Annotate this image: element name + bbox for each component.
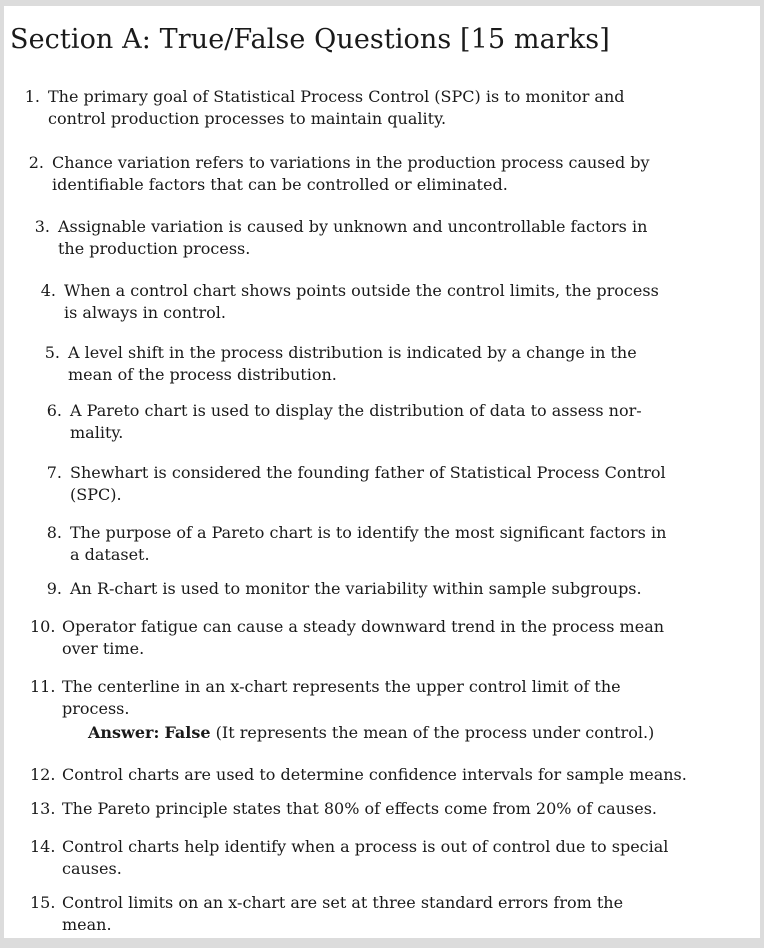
question-text	[64, 280, 659, 324]
section-heading: Section A: True/False Questions [15 marks]	[10, 24, 610, 55]
question-text-line: mean of the process distribution.	[68, 365, 337, 384]
question-number: 14.	[30, 837, 56, 856]
document-page	[4, 6, 760, 938]
question-text	[58, 216, 647, 260]
question-text-line: Control charts help identify when a process is out of control due to special	[62, 837, 669, 856]
question-text-line: a dataset.	[70, 545, 150, 564]
question-text-line: over time.	[62, 639, 145, 658]
question-number: 5.	[44, 343, 60, 362]
question-text-line: is always in control.	[64, 303, 226, 322]
question-text-line: Control charts are used to determine confidence intervals for sample means.	[62, 765, 687, 784]
question-text	[48, 86, 625, 130]
question-number: 4.	[40, 281, 56, 300]
question-text-line: Shewhart is considered the founding father of Statistical Process Control	[70, 463, 666, 482]
question-text-line: The centerline in an x-chart represents the upper control limit of the	[62, 677, 621, 696]
question-text	[70, 522, 666, 566]
question-text-line: identifiable factors that can be controlled or eliminated.	[52, 175, 508, 194]
question-number: 15.	[30, 893, 56, 912]
question-number: 12.	[30, 765, 56, 784]
answer-label: Answer:	[88, 723, 160, 742]
question-text	[62, 836, 668, 880]
question-text-line: Operator fatigue can cause a steady downward trend in the process mean	[62, 617, 665, 636]
question-text	[62, 764, 687, 786]
question-text-line: The primary goal of Statistical Process Control (SPC) is to monitor and	[48, 87, 625, 106]
question-text-line: mean.	[62, 915, 112, 934]
question-number: 9.	[46, 579, 62, 598]
question-text-line: When a control chart shows points outside the control limits, the process	[64, 281, 659, 300]
question-text-line: (SPC).	[70, 485, 122, 504]
question-text-line: control production processes to maintain quality.	[48, 109, 447, 128]
answer-value: False	[164, 723, 211, 742]
question-number: 11.	[30, 677, 56, 696]
question-text	[52, 152, 650, 196]
answer-explanation: (It represents the mean of the process under control.)	[215, 723, 655, 742]
question-number: 2.	[28, 153, 44, 172]
question-text	[68, 342, 637, 386]
question-text-line: the production process.	[58, 239, 251, 258]
question-text-line: Control limits on an x-chart are set at three standard errors from the	[62, 893, 624, 912]
question-text-line: The purpose of a Pareto chart is to identify the most significant factors in	[70, 523, 667, 542]
question-text	[70, 578, 642, 600]
question-number: 7.	[46, 463, 62, 482]
question-text	[70, 462, 666, 506]
question-text-line: A level shift in the process distribution is indicated by a change in the	[68, 343, 637, 362]
question-number: 6.	[46, 401, 62, 420]
question-number: 10.	[30, 617, 56, 636]
question-text-line: A Pareto chart is used to display the distribution of data to assess nor-	[70, 401, 642, 420]
question-number: 13.	[30, 799, 56, 818]
question-text-line: process.	[62, 699, 130, 718]
question-text	[62, 676, 621, 720]
question-text-line: Chance variation refers to variations in the production process caused by	[52, 153, 650, 172]
question-number: 1.	[24, 87, 40, 106]
answer-line	[88, 722, 654, 744]
question-text	[62, 616, 664, 660]
question-text	[62, 798, 657, 820]
question-text-line: The Pareto principle states that 80% of effects come from 20% of causes.	[62, 799, 657, 818]
question-text-line: An R-chart is used to monitor the variability within sample subgroups.	[70, 579, 642, 598]
question-text	[70, 400, 642, 444]
question-text-line: Assignable variation is caused by unknown and uncontrollable factors in	[58, 217, 648, 236]
question-number: 8.	[46, 523, 62, 542]
question-text-line: causes.	[62, 859, 122, 878]
question-number: 3.	[34, 217, 50, 236]
question-text	[62, 892, 623, 936]
question-text-line: mality.	[70, 423, 124, 442]
